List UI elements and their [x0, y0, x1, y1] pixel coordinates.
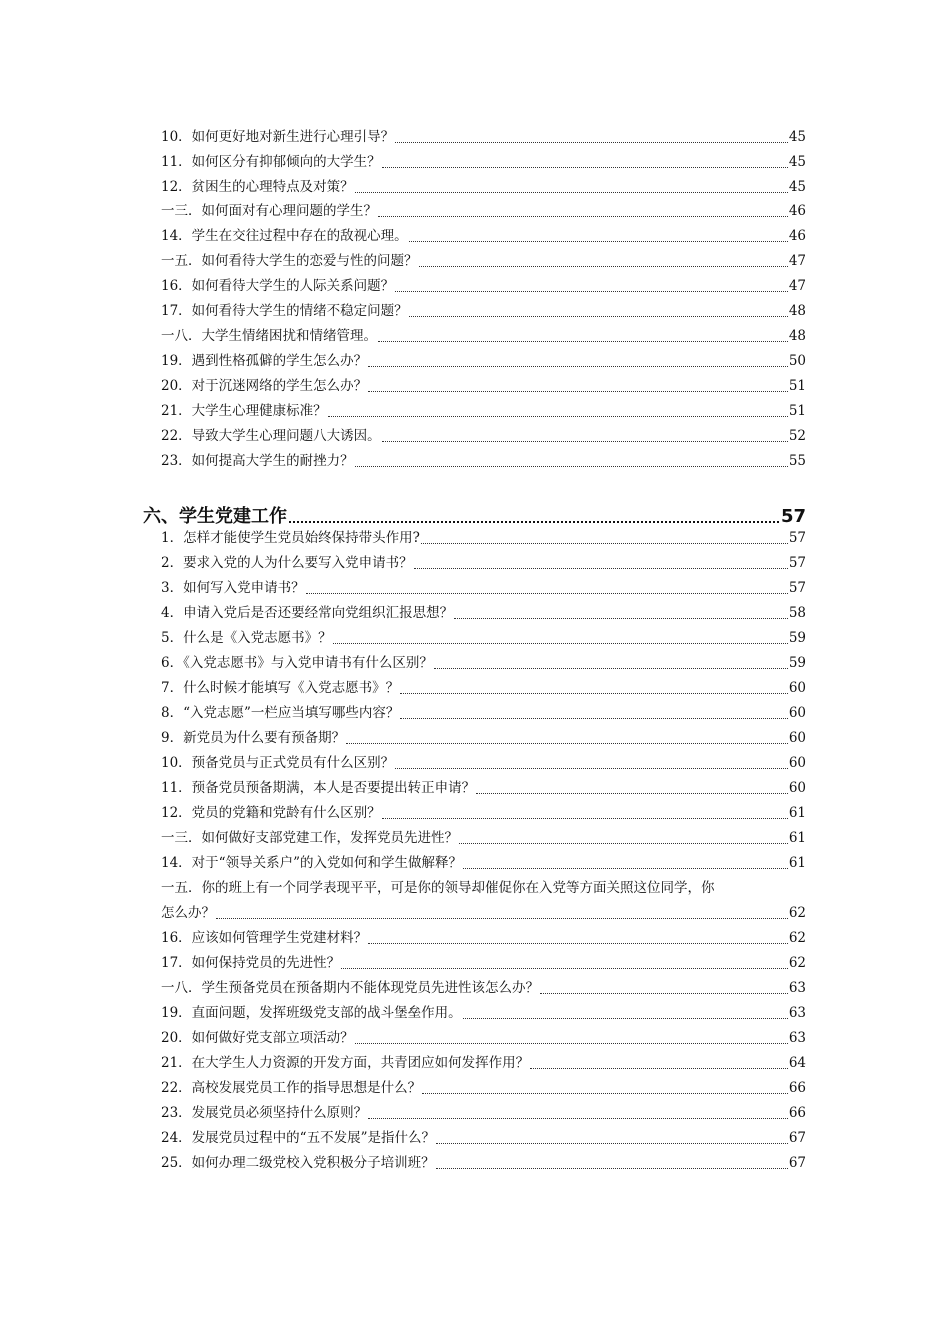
toc-entry-title: 2．要求入党的人为什么要写入党申请书？ — [161, 555, 413, 571]
toc-entry-title: 一三．如何面对有心理问题的学生？ — [161, 203, 377, 219]
toc-entry-page: 46 — [788, 228, 806, 244]
toc-entry-page: 59 — [788, 655, 806, 671]
toc-leader-dots — [355, 465, 788, 467]
toc-leader-dots — [400, 717, 787, 719]
toc-entry[interactable] — [161, 725, 806, 747]
toc-entry-page: 63 — [788, 1030, 806, 1046]
toc-entry-page: 59 — [788, 630, 806, 646]
toc-entry-page: 64 — [788, 1055, 806, 1071]
toc-leader-dots — [306, 592, 788, 594]
toc-entry[interactable] — [161, 1100, 806, 1122]
toc-entry-page: 45 — [788, 154, 806, 170]
toc-leader-dots — [400, 692, 788, 694]
toc-entry[interactable] — [161, 124, 806, 146]
toc-entry[interactable] — [161, 625, 806, 647]
toc-leader-dots — [368, 390, 788, 392]
toc-entry-title: 19．直面问题，发挥班级党支部的战斗堡垒作用。 — [161, 1005, 462, 1021]
toc-leader-dots — [341, 967, 788, 969]
toc-leader-dots — [216, 917, 788, 919]
toc-entry[interactable] — [161, 1075, 806, 1097]
toc-leader-dots — [419, 265, 788, 267]
toc-entry[interactable] — [161, 174, 806, 196]
toc-entry-page: 46 — [788, 203, 806, 219]
toc-leader-dots — [328, 415, 788, 417]
toc-entry-title: 23．如何提高大学生的耐挫力？ — [161, 453, 354, 469]
toc-entry-title: 10．如何更好地对新生进行心理引导？ — [161, 129, 395, 145]
toc-entry-title: 17．如何看待大学生的情绪不稳定问题？ — [161, 303, 408, 319]
toc-entry-title: 17．如何保持党员的先进性？ — [161, 955, 341, 971]
toc-entry-title: 25．如何办理二级党校入党积极分子培训班？ — [161, 1155, 435, 1171]
toc-entry-title: 6．《入党志愿书》与入党申请书有什么区别？ — [161, 655, 433, 671]
toc-entry[interactable] — [161, 550, 806, 572]
toc-entry-page: 67 — [788, 1155, 806, 1171]
toc-entry[interactable] — [161, 975, 806, 997]
toc-entry[interactable] — [161, 298, 806, 320]
toc-leader-dots — [355, 1042, 788, 1044]
toc-entry-page: 45 — [788, 129, 806, 145]
toc-entry-page: 51 — [788, 403, 806, 419]
toc-entry-page: 66 — [788, 1080, 806, 1096]
toc-leader-dots — [409, 240, 788, 242]
toc-entry-page: 48 — [788, 328, 806, 344]
toc-entry-wrapped-line2[interactable] — [161, 900, 806, 922]
toc-entry[interactable] — [161, 273, 806, 295]
toc-entry-title: 14．对于“领导关系户”的入党如何和学生做解释？ — [161, 855, 462, 871]
toc-leader-dots — [395, 767, 788, 769]
toc-leader-dots — [540, 992, 788, 994]
toc-entry[interactable] — [161, 825, 806, 847]
toc-entry-page: 57 — [788, 555, 806, 571]
toc-entry[interactable] — [161, 423, 806, 445]
toc-entry-page: 47 — [788, 253, 806, 269]
toc-entry-title: 14．学生在交往过程中存在的敌视心理。 — [161, 228, 408, 244]
section-heading[interactable] — [143, 500, 806, 528]
toc-entry[interactable] — [161, 600, 806, 622]
toc-entry-title: 5．什么是《入党志愿书》？ — [161, 630, 332, 646]
toc-entry[interactable] — [161, 348, 806, 370]
toc-leader-dots — [382, 440, 788, 442]
toc-entry[interactable] — [161, 575, 806, 597]
toc-leader-dots — [463, 867, 788, 869]
toc-entry-page: 60 — [788, 705, 806, 721]
toc-leader-dots — [378, 215, 788, 217]
toc-leader-dots — [436, 1142, 788, 1144]
toc-entry-title: 4．申请入党后是否还要经常向党组织汇报思想？ — [161, 605, 454, 621]
toc-leader-dots — [355, 191, 788, 193]
toc-leader-dots — [395, 290, 788, 292]
toc-entry-title: 7．什么时候才能填写《入党志愿书》？ — [161, 680, 400, 696]
toc-entry-title: 8．“入党志愿”一栏应当填写哪些内容？ — [161, 705, 400, 721]
toc-leader-dots — [333, 642, 788, 644]
toc-entry-title: 12．贫困生的心理特点及对策？ — [161, 179, 354, 195]
toc-entry-page: 66 — [788, 1105, 806, 1121]
toc-entry[interactable] — [161, 398, 806, 420]
toc-entry-page: 61 — [788, 805, 806, 821]
toc-leader-dots — [476, 792, 788, 794]
toc-leader-dots — [414, 567, 788, 569]
toc-entry-page: 57 — [788, 530, 806, 546]
toc-entry-page: 62 — [788, 955, 806, 971]
toc-entry-title: 22．高校发展党员工作的指导思想是什么？ — [161, 1080, 422, 1096]
toc-entry-page: 63 — [788, 980, 806, 996]
toc-entry-page: 62 — [788, 930, 806, 946]
toc-entry-page: 55 — [788, 453, 806, 469]
toc-entry[interactable] — [161, 248, 806, 270]
toc-leader-dots — [459, 842, 788, 844]
toc-entry[interactable] — [161, 448, 806, 470]
section-heading-title: 六、学生党建工作 — [143, 506, 287, 527]
toc-leader-dots — [530, 1067, 788, 1069]
toc-entry-page: 60 — [788, 730, 806, 746]
toc-entry-page: 60 — [788, 755, 806, 771]
toc-entry[interactable] — [161, 950, 806, 972]
toc-entry[interactable] — [161, 1150, 806, 1172]
toc-entry[interactable] — [161, 373, 806, 395]
toc-leader-dots — [368, 942, 788, 944]
toc-entry-title: 一五．如何看待大学生的恋爱与性的问题？ — [161, 253, 418, 269]
toc-entry[interactable] — [161, 323, 806, 345]
toc-entry-title: 20．对于沉迷网络的学生怎么办？ — [161, 378, 368, 394]
toc-entry[interactable] — [161, 1125, 806, 1147]
toc-entry[interactable] — [161, 800, 806, 822]
toc-entry[interactable] — [161, 925, 806, 947]
section-heading-leader-dots — [289, 520, 779, 523]
toc-leader-dots — [454, 617, 788, 619]
toc-entry[interactable] — [161, 198, 806, 220]
toc-entry[interactable] — [161, 1025, 806, 1047]
toc-entry[interactable] — [161, 675, 806, 697]
toc-leader-dots — [368, 365, 788, 367]
toc-leader-dots — [382, 817, 788, 819]
toc-entry-title-line1: 一五．你的班上有一个同学表现平平，可是你的领导却催促你在入党等方面关照这位同学，你 — [161, 880, 715, 896]
toc-entry-title: 9．新党员为什么要有预备期？ — [161, 730, 346, 746]
toc-leader-dots — [382, 166, 788, 168]
toc-entry-title: 1．怎样才能使学生党员始终保持带头作用? — [161, 530, 420, 546]
toc-entry-title-line2: 怎么办？ — [161, 905, 215, 921]
toc-entry-page: 47 — [788, 278, 806, 294]
toc-entry[interactable] — [161, 750, 806, 772]
toc-entry[interactable] — [161, 1050, 806, 1072]
toc-entry[interactable] — [161, 223, 806, 245]
section-heading-page: 57 — [780, 506, 806, 527]
toc-entry-page: 61 — [788, 830, 806, 846]
toc-leader-dots — [378, 340, 788, 342]
toc-entry[interactable] — [161, 775, 806, 797]
toc-entry-title: 10．预备党员与正式党员有什么区别？ — [161, 755, 395, 771]
toc-entry-title: 22．导致大学生心理问题八大诱因。 — [161, 428, 381, 444]
toc-entry-title: 3．如何写入党申请书？ — [161, 580, 305, 596]
toc-entry-title: 12．党员的党籍和党龄有什么区别？ — [161, 805, 381, 821]
toc-entry-title: 19．遇到性格孤僻的学生怎么办？ — [161, 353, 368, 369]
toc-entry[interactable] — [161, 850, 806, 872]
toc-entry-page: 51 — [788, 378, 806, 394]
toc-leader-dots — [346, 742, 788, 744]
toc-leader-dots — [395, 141, 788, 143]
toc-leader-dots — [422, 1092, 788, 1094]
toc-entry-title: 21．在大学生人力资源的开发方面，共青团应如何发挥作用？ — [161, 1055, 530, 1071]
toc-leader-dots — [436, 1167, 788, 1169]
toc-leader-dots — [434, 667, 788, 669]
toc-leader-dots — [463, 1017, 788, 1019]
toc-entry-title: 23．发展党员必须坚持什么原则？ — [161, 1105, 368, 1121]
toc-entry-title: 一三．如何做好支部党建工作，发挥党员先进性？ — [161, 830, 458, 846]
toc-entry-page: 60 — [788, 680, 806, 696]
toc-entry-title: 11．预备党员预备期满，本人是否要提出转正申请？ — [161, 780, 476, 796]
toc-entry-title: 一八．学生预备党员在预备期内不能体现党员先进性该怎么办？ — [161, 980, 539, 996]
toc-entry-title: 20．如何做好党支部立项活动？ — [161, 1030, 354, 1046]
toc-entry-page: 60 — [788, 780, 806, 796]
toc-entry-page: 67 — [788, 1130, 806, 1146]
toc-entry-page: 50 — [788, 353, 806, 369]
toc-entry[interactable] — [161, 525, 806, 547]
toc-leader-dots — [421, 542, 788, 544]
toc-entry-page: 45 — [788, 179, 806, 195]
toc-entry-page: 62 — [788, 905, 806, 921]
toc-entry-page: 61 — [788, 855, 806, 871]
toc-entry-page: 58 — [788, 605, 806, 621]
toc-entry-title: 24．发展党员过程中的“五不发展”是指什么？ — [161, 1130, 435, 1146]
toc-entry-page: 52 — [788, 428, 806, 444]
toc-entry-page: 63 — [788, 1005, 806, 1021]
toc-entry-title: 16．如何看待大学生的人际关系问题？ — [161, 278, 395, 294]
toc-entry-title: 一八．大学生情绪困扰和情绪管理。 — [161, 328, 377, 344]
toc-entry-page: 57 — [788, 580, 806, 596]
toc-entry-page: 48 — [788, 303, 806, 319]
toc-entry[interactable] — [161, 650, 806, 672]
toc-entry-wrapped-line1[interactable] — [161, 875, 806, 897]
toc-entry-title: 16．应该如何管理学生党建材料？ — [161, 930, 368, 946]
toc-leader-dots — [368, 1117, 788, 1119]
toc-leader-dots — [409, 315, 788, 317]
toc-entry[interactable] — [161, 700, 806, 722]
toc-entry[interactable] — [161, 149, 806, 171]
toc-entry-title: 21．大学生心理健康标准？ — [161, 403, 327, 419]
toc-entry[interactable] — [161, 1000, 806, 1022]
toc-entry-title: 11．如何区分有抑郁倾向的大学生？ — [161, 154, 381, 170]
